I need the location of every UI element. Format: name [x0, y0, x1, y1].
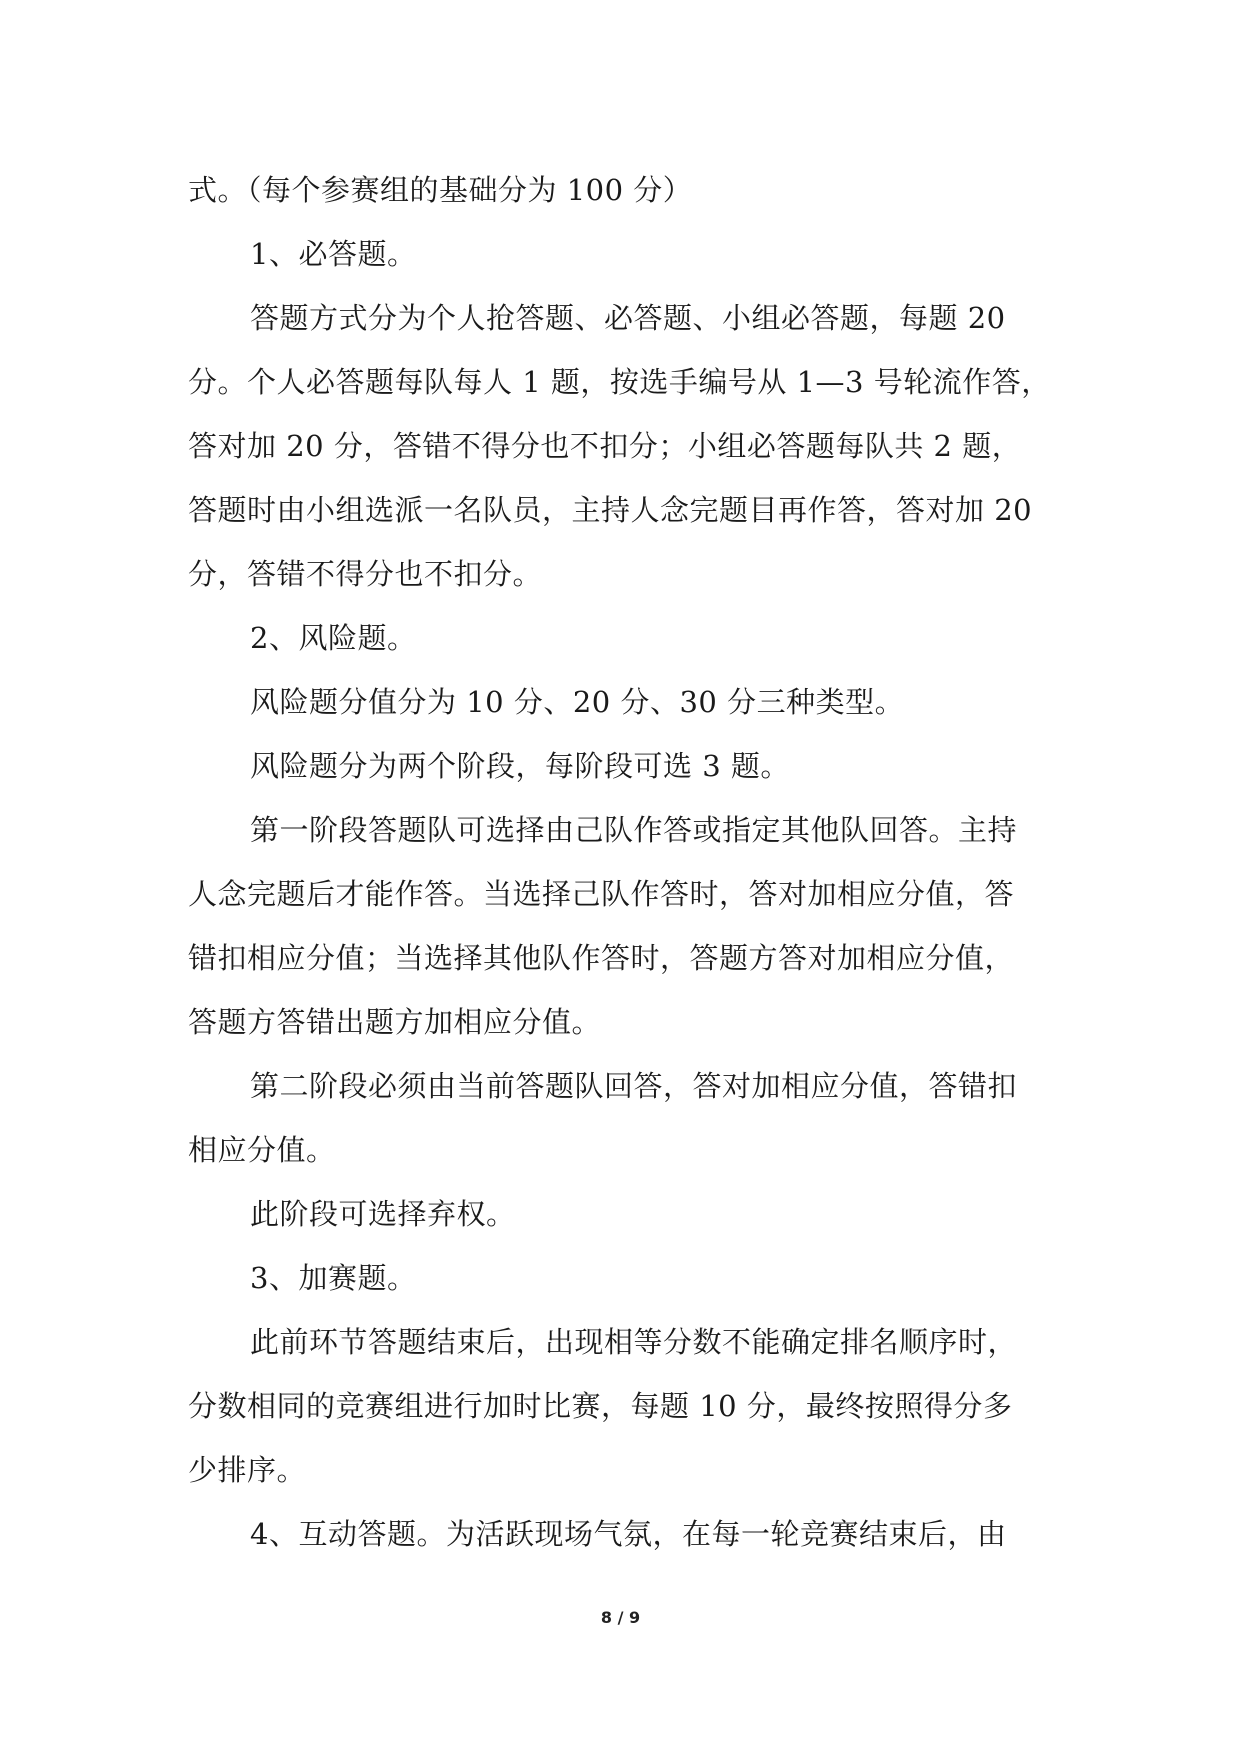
section-heading-tiebreaker-questions: 3、加赛题。	[250, 1261, 417, 1295]
section-heading-required-questions: 1、必答题。	[250, 237, 417, 271]
body-line: 风险题分值分为 10 分、20 分、30 分三种类型。	[250, 685, 905, 719]
body-line: 此前环节答题结束后，出现相等分数不能确定排名顺序时，	[250, 1325, 1018, 1359]
section-heading-risk-questions: 2、风险题。	[250, 621, 417, 655]
body-line: 分。个人必答题每队每人 1 题，按选手编号从 1—3 号轮流作答，	[188, 365, 1051, 399]
body-line: 答题时由小组选派一名队员，主持人念完题目再作答，答对加 20	[188, 493, 1033, 527]
body-line: 风险题分为两个阶段，每阶段可选 3 题。	[250, 749, 790, 783]
body-line: 少排序。	[188, 1453, 307, 1487]
body-line: 答题方式分为个人抢答题、必答题、小组必答题，每题 20	[250, 301, 1006, 335]
body-line: 分数相同的竞赛组进行加时比赛，每题 10 分，最终按照得分多	[188, 1389, 1013, 1423]
body-line: 答题方答错出题方加相应分值。	[188, 1005, 602, 1039]
body-line: 分，答错不得分也不扣分。	[188, 557, 543, 591]
section-heading-interactive-questions: 4、互动答题。为活跃现场气氛，在每一轮竞赛结束后，由	[250, 1517, 1007, 1551]
body-line: 答对加 20 分，答错不得分也不扣分；小组必答题每队共 2 题，	[188, 429, 1022, 463]
body-line: 人念完题后才能作答。当选择己队作答时，答对加相应分值，答	[188, 877, 1015, 911]
body-line: 此阶段可选择弃权。	[250, 1197, 516, 1231]
body-line: 错扣相应分值；当选择其他队作答时，答题方答对加相应分值，	[188, 941, 1015, 975]
body-line: 相应分值。	[188, 1133, 336, 1167]
document-body	[188, 158, 1058, 1566]
body-line: 第二阶段必须由当前答题队回答，答对加相应分值，答错扣	[250, 1069, 1018, 1103]
body-line: 第一阶段答题队可选择由己队作答或指定其他队回答。主持	[250, 813, 1018, 847]
body-line: 式。（每个参赛组的基础分为 100 分）	[188, 173, 693, 207]
page-number: 8 / 9	[600, 1608, 641, 1627]
